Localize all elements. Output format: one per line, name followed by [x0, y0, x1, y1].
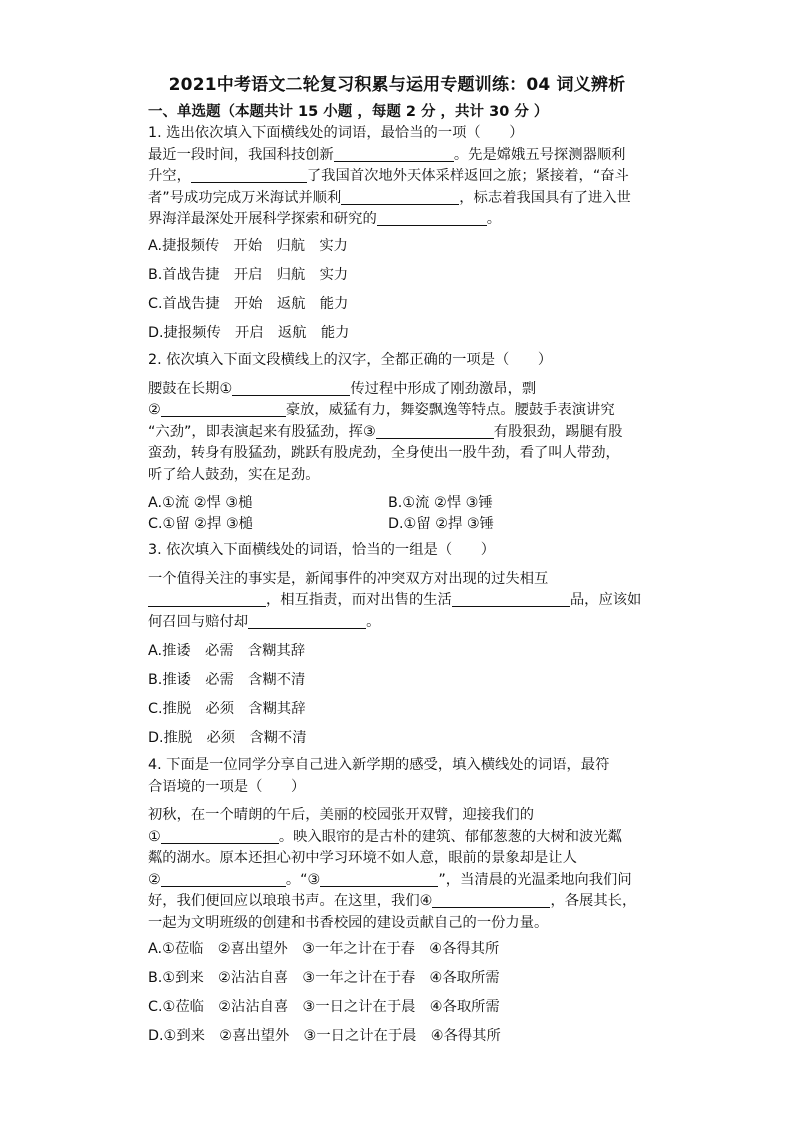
- question-text-line: ，相互指责，而对出售的生活 品，应该如: [148, 590, 688, 612]
- question-text-line: 好，我们便回应以琅琅书声。在这里，我们④ ，各展其长，: [148, 893, 637, 909]
- option-c[interactable]: C.①莅临 ②沾沾自喜 ③一日之计在于晨 ④各取所需: [148, 999, 500, 1015]
- answer-blank: [432, 892, 550, 908]
- question-text-line: 一起为文明班级的创建和书香校园的建设贡献自己的一份力量。: [148, 914, 549, 931]
- question-1: [148, 123, 688, 231]
- question-text-line: 升空， 了我国首次地外天体采样返回之旅；紧接着，“奋斗: [148, 168, 629, 184]
- option-a[interactable]: A.①流 ②悍 ③槌: [148, 495, 253, 511]
- section-heading: 一、单选题（本题共计 15 小题 ，每题 2 分 ，共计 30 分 ）: [148, 104, 549, 120]
- question-2: [148, 350, 688, 486]
- answer-blank: [232, 380, 350, 396]
- answer-blank: [377, 210, 487, 226]
- question-stem: 合语境的一项是（ ）: [148, 778, 306, 795]
- question-text-line: 一个值得关注的事实是，新闻事件的冲突双方对出现的过失相互: [148, 570, 549, 587]
- option-d[interactable]: D.①留 ②捍 ③锤: [388, 516, 494, 532]
- answer-blank: [376, 423, 494, 439]
- question-4: [148, 755, 688, 934]
- option-b[interactable]: B.首战告捷 开启 归航 实力: [148, 267, 349, 283]
- option-b[interactable]: B.①到来 ②沾沾自喜 ③一年之计在于春 ④各取所需: [148, 970, 500, 986]
- answer-blank: [191, 167, 307, 183]
- question-text-line: 腰鼓在长期① 传过程中形成了刚劲激昂，剽: [148, 380, 537, 397]
- option-d[interactable]: D.捷报频传 开启 返航 能力: [148, 325, 350, 341]
- question-stem: 4. 下面是一位同学分享自己进入新学期的感受，填入横线处的词语，最符: [148, 757, 610, 773]
- answer-blank: [341, 189, 459, 205]
- question-text-line: 何召回与赔付却 。: [148, 613, 381, 630]
- answer-blank: [452, 591, 570, 607]
- question-text-line: 界海洋最深处开展科学探索和研究的 。: [148, 211, 502, 227]
- option-d[interactable]: D.①到来 ②喜出望外 ③一日之计在于晨 ④各得其所: [148, 1028, 501, 1044]
- option-b[interactable]: B.推诿 必需 含糊不清: [148, 672, 306, 688]
- answer-blank: [148, 591, 266, 607]
- question-text-line: “六劲”，即表演起来有股猛劲，挥③ 有股狠劲，踢腿有股: [148, 423, 623, 440]
- answer-blank: [161, 401, 286, 417]
- option-c[interactable]: C.首战告捷 开始 返航 能力: [148, 296, 349, 312]
- answer-blank: [248, 613, 366, 629]
- question-text-line: 初秋，在一个晴朗的午后，美丽的校园张开双臂，迎接我们的: [148, 807, 535, 823]
- option-c[interactable]: C.①留 ②捍 ③槌: [148, 516, 253, 532]
- question-stem: 3. 依次填入下面横线处的词语，恰当的一组是（ ）: [148, 542, 496, 558]
- question-text-line: ① 。映入眼帘的是古朴的建筑、郁郁葱葱的大树和波光粼: [148, 828, 622, 845]
- page-title: 2021中考语文二轮复习积累与运用专题训练：04 词义辨析: [168, 75, 626, 95]
- answer-blank: [320, 871, 438, 887]
- option-d[interactable]: D.推脱 必须 含糊不清: [148, 730, 307, 746]
- question-text-line: 粼的湖水。原本还担心初中学习环境不如人意，眼前的景象却是让人: [148, 850, 577, 866]
- answer-blank: [161, 871, 286, 887]
- answer-blank: [161, 828, 279, 844]
- question-text-line: 者”号成功完成万米海试并顺利 ，标志着我国具有了进入世: [148, 189, 631, 206]
- question-3: [148, 540, 688, 633]
- question-stem: 1. 选出依次填入下面横线处的词语，最恰当的一项（ ）: [148, 125, 524, 141]
- question-text-line: 蛮劲，转身有股猛劲，跳跃有股虎劲，全身使出一股牛劲，看了叫人带劲，: [148, 445, 620, 461]
- question-text-line: ② 。“③ ”，当清晨的光温柔地向我们问: [148, 871, 632, 888]
- answer-blank: [334, 146, 454, 162]
- option-a[interactable]: A.推诿 必需 含糊其辞: [148, 643, 306, 659]
- option-c[interactable]: C.推脱 必须 含糊其辞: [148, 701, 306, 717]
- question-text-line: ② 豪放，威猛有力，舞姿飘逸等特点。腰鼓手表演讲究: [148, 402, 615, 418]
- question-stem: 2. 依次填入下面文段横线上的汉字，全都正确的一项是（ ）: [148, 352, 553, 368]
- option-a[interactable]: A.①莅临 ②喜出望外 ③一年之计在于春 ④各得其所: [148, 941, 500, 957]
- option-a[interactable]: A.捷报频传 开始 归航 实力: [148, 238, 348, 254]
- option-b[interactable]: B.①流 ②悍 ③锤: [388, 495, 493, 511]
- question-text-line: 听了给人鼓劲，实在足劲。: [148, 466, 320, 483]
- question-text-line: 最近一段时间，我国科技创新 。先是嫦娥五号探测器顺利: [148, 146, 626, 163]
